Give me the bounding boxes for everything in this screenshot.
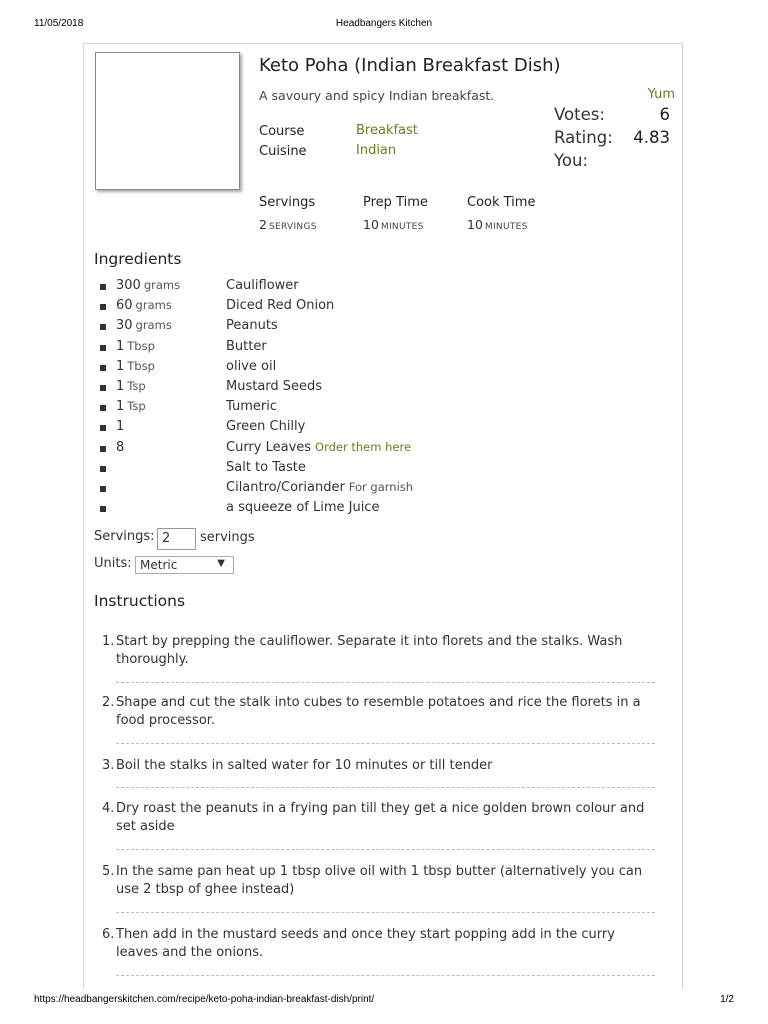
- print-date: 11/05/2018: [34, 18, 84, 29]
- step-text: Shape and cut the stalk into cubes to resemble potatoes and rice the florets in a food processor.: [116, 695, 641, 728]
- print-site-title: Headbangers Kitchen: [335, 18, 433, 29]
- bullet-icon: [100, 385, 106, 391]
- ingredient-name: Peanuts: [226, 318, 278, 334]
- ingredient-name: Salt to Taste: [226, 459, 306, 475]
- servings-value: 2 SERVINGS: [259, 217, 317, 232]
- instruction-step: [102, 800, 655, 850]
- step-number: 4.: [102, 801, 115, 816]
- cuisine-label: Cuisine: [259, 144, 307, 159]
- instruction-step: [102, 863, 655, 913]
- bullet-icon: [100, 284, 106, 290]
- step-number: 2.: [102, 695, 115, 710]
- instruction-step: [102, 633, 655, 683]
- instruction-step: [102, 694, 655, 744]
- bullet-icon: [100, 365, 106, 371]
- ingredient-amount: 60 grams: [116, 298, 172, 314]
- print-page-number: 1/2: [720, 994, 734, 1005]
- ingredient-amount: 1 Tbsp: [116, 338, 155, 354]
- instructions-heading: Instructions: [94, 592, 186, 610]
- step-text: Dry roast the peanuts in a frying pan till they get a nice golden brown colour and set aside: [116, 801, 645, 834]
- ingredient-name: Cauliflower: [226, 278, 299, 293]
- ingredient-note: For garnish: [348, 479, 414, 494]
- prep-time-value: 10 MINUTES: [363, 217, 424, 232]
- servings-input[interactable]: 2: [157, 528, 196, 550]
- print-footer: [34, 994, 734, 1008]
- units-selected: Metric: [140, 558, 178, 572]
- print-header: [34, 18, 734, 32]
- votes-label: Votes:: [554, 105, 605, 124]
- recipe-photo: [95, 52, 240, 190]
- ingredient-amount: 300 grams: [116, 278, 181, 293]
- cook-time-label: Cook Time: [467, 195, 536, 210]
- ingredient-unit: Tbsp: [127, 358, 155, 373]
- cuisine-value[interactable]: Indian: [356, 143, 397, 158]
- ingredient-name: Cilantro/Coriander For garnish: [226, 479, 414, 495]
- step-number: 1.: [102, 634, 115, 649]
- step-number: 6.: [102, 927, 115, 942]
- servings-unit: servings: [200, 530, 255, 545]
- step-text: Start by prepping the cauliflower. Separate it into florets and the stalks. Wash thoroughly.: [116, 634, 623, 667]
- ingredient-unit: grams: [135, 298, 172, 313]
- ingredient-name: Curry Leaves Order them here: [226, 439, 412, 455]
- rating-value: 4.83: [633, 128, 670, 147]
- ingredient-amount: 1: [116, 419, 125, 435]
- ingredient-name: Butter: [226, 338, 267, 354]
- bullet-icon: [100, 466, 106, 472]
- ingredient-name: Diced Red Onion: [226, 298, 335, 314]
- adjust-servings-label: Servings:: [94, 529, 155, 544]
- votes-value: 6: [659, 105, 670, 124]
- order-link[interactable]: Order them here: [315, 439, 412, 454]
- bullet-icon: [100, 405, 106, 411]
- course-label: Course: [259, 124, 305, 139]
- step-text: In the same pan heat up 1 tbsp olive oil with 1 tbsp butter (alternatively you can use 2 tbsp of ghee instead): [116, 864, 643, 897]
- ingredient-amount: 8: [116, 439, 125, 455]
- instructions-list: [102, 633, 655, 976]
- ingredient-unit: Tsp: [127, 399, 146, 414]
- course-value[interactable]: Breakfast: [356, 123, 418, 138]
- ingredients-heading: Ingredients: [94, 250, 182, 268]
- you-label: You:: [554, 151, 588, 170]
- bullet-icon: [100, 425, 106, 431]
- rating-label: Rating:: [554, 128, 613, 147]
- servings-label: Servings: [259, 195, 316, 210]
- instruction-step: [102, 757, 655, 788]
- ingredient-unit: Tbsp: [127, 338, 155, 353]
- ingredient-unit: grams: [143, 278, 181, 292]
- bullet-icon: [100, 324, 106, 330]
- recipe-title: Keto Poha (Indian Breakfast Dish): [259, 55, 561, 76]
- chevron-down-icon: ▼: [217, 558, 225, 569]
- recipe-summary: A savoury and spicy Indian breakfast.: [259, 88, 495, 103]
- ingredient-name: Tumeric: [226, 399, 277, 415]
- step-text: Boil the stalks in salted water for 10 minutes or till tender: [116, 758, 493, 773]
- ingredient-amount: 30 grams: [116, 318, 172, 334]
- ingredient-unit: Tsp: [127, 378, 146, 393]
- ingredient-name: olive oil: [226, 358, 277, 374]
- ingredient-name: a squeeze of Lime Juice: [226, 500, 380, 516]
- ingredient-amount: 1 Tsp: [116, 399, 146, 415]
- units-select[interactable]: [135, 556, 234, 574]
- ingredient-unit: grams: [135, 318, 172, 333]
- ingredient-amount: 1 Tbsp: [116, 358, 155, 374]
- ingredient-name: Green Chilly: [226, 419, 306, 435]
- print-url: https://headbangerskitchen.com/recipe/keto-poha-indian-breakfast-dish/print/: [34, 994, 375, 1005]
- step-number: 3.: [102, 758, 115, 773]
- bullet-icon: [100, 345, 106, 351]
- bullet-icon: [100, 506, 106, 512]
- cook-time-value: 10 MINUTES: [467, 217, 528, 232]
- ingredient-name: Mustard Seeds: [226, 378, 323, 394]
- prep-time-label: Prep Time: [363, 195, 428, 210]
- yum-button[interactable]: Yum: [647, 87, 675, 102]
- bullet-icon: [100, 304, 106, 310]
- step-text: Then add in the mustard seeds and once they start popping add in the curry leaves and the onions.: [116, 927, 615, 960]
- bullet-icon: [100, 446, 106, 452]
- ingredient-amount: 1 Tsp: [116, 378, 146, 394]
- step-number: 5.: [102, 864, 115, 879]
- instruction-step: [102, 926, 655, 976]
- bullet-icon: [100, 486, 106, 492]
- units-label: Units:: [94, 556, 132, 571]
